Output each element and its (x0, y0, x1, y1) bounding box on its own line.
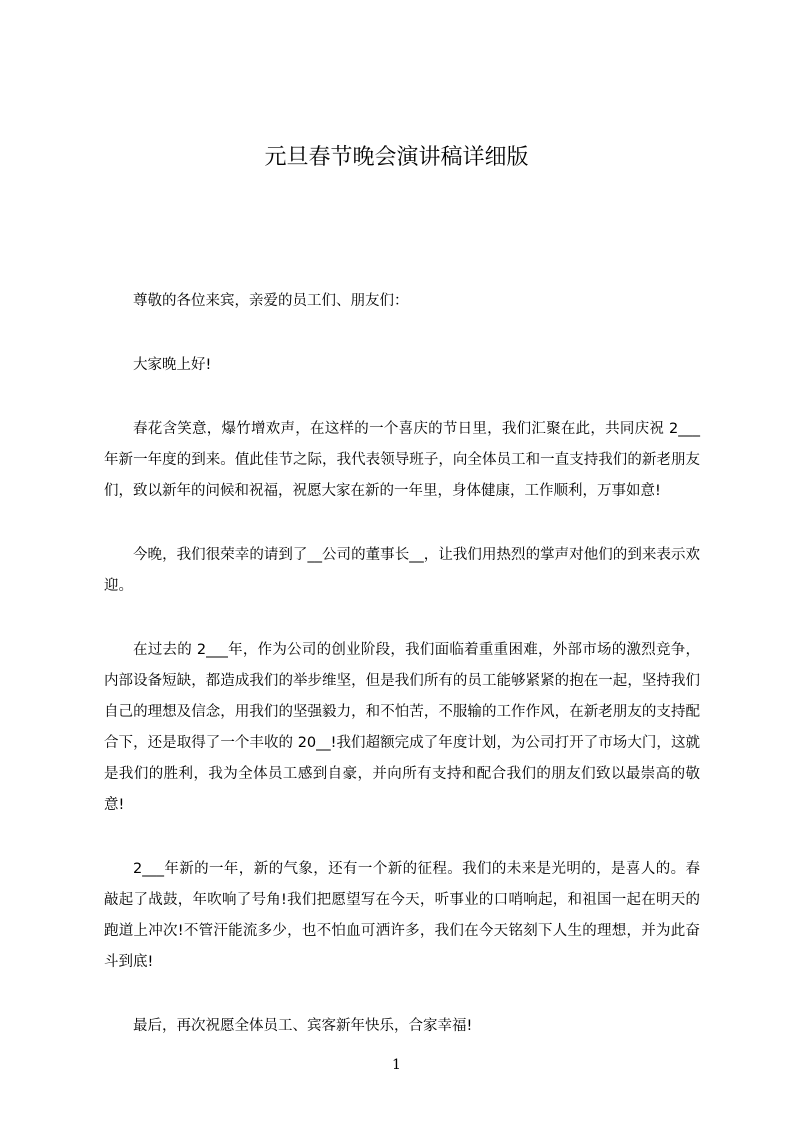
paragraph-evening-greeting: 大家晚上好! (133, 357, 212, 373)
paragraph-past-year-review: 在过去的 2___年，作为公司的创业阶段，我们面临着重重困难，外部市场的激烈竞争，内部设备短缺，都造成我们的举步维坚，但是我们所有的员工能够紧紧的抱在一起，坚持我们自己的理想及信念，用我们的坚强毅力，和不怕苦，不服输的工作作风，在新老朋友的支持配合下，还是取得了一个丰收的 20__!我们超额完成了年度计划，为公司打开了市场大门，这就是我们的胜利，我为全体员工感到自豪，并向所有支持和配合我们的朋友们致以最崇高的敬意! (104, 642, 700, 813)
document-body (104, 286, 700, 1075)
paragraph-greeting: 尊敬的各位来宾，亲爱的员工们、朋友们： (133, 293, 409, 309)
paragraph-closing: 最后，再次祝愿全体员工、宾客新年快乐，合家幸福! (133, 1018, 473, 1034)
paragraph-new-year-outlook: 2___年新的一年，新的气象，还有一个新的征程。我们的未来是光明的，是喜人的。春敲起了战鼓，年吹响了号角!我们把愿望写在今天，听事业的口哨响起，和祖国一起在明天的跑道上冲次!不管汗能流多少，也不怕血可洒许多，我们在今天铭刻下人生的理想，并为此奋斗到底! (104, 861, 700, 970)
paragraph-new-year-wishes: 春花含笑意，爆竹增欢声，在这样的一个喜庆的节日里，我们汇聚在此，共同庆祝 2___年新一年度的到来。值此佳节之际，我代表领导班子，向全体员工和一直支持我们的新老朋友们，致以新年的问候和祝福，祝愿大家在新的一年里，身体健康，工作顺利，万事如意! (104, 421, 700, 499)
page-number: 1 (392, 1057, 401, 1073)
document-title: 元旦春节晚会演讲稿详细版 (264, 145, 529, 170)
paragraph-guest-welcome: 今晚，我们很荣幸的请到了__公司的董事长__，让我们用热烈的掌声对他们的到来表示欢迎。 (104, 547, 700, 594)
